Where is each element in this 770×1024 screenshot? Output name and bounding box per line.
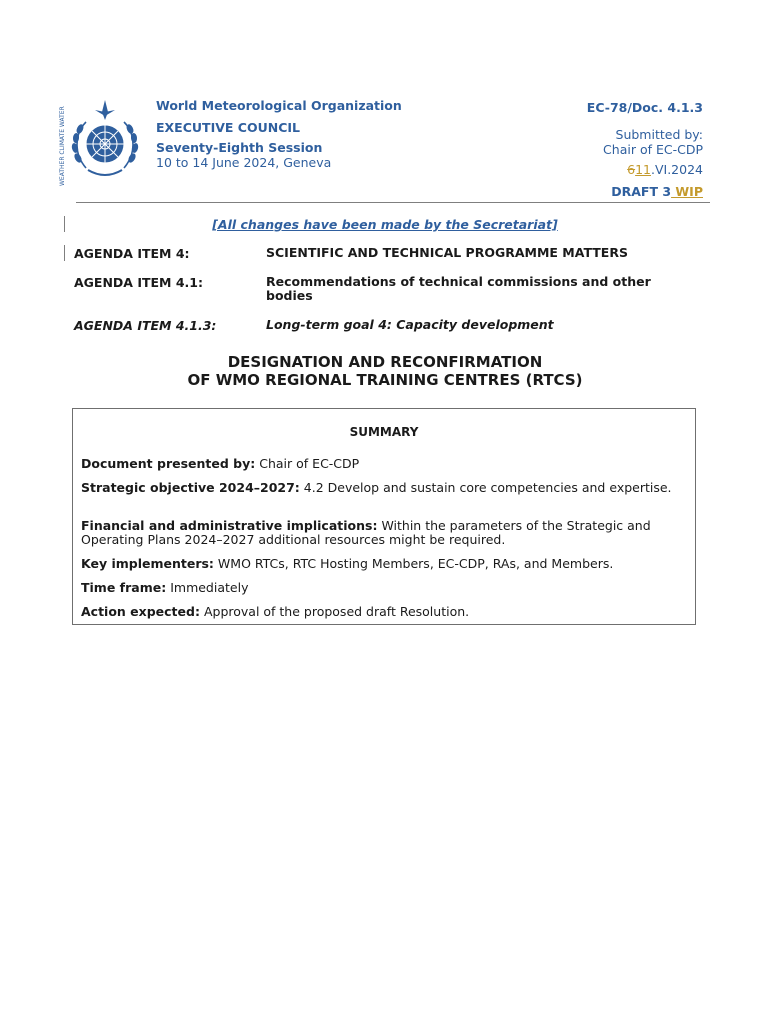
submitted-by-label: Submitted by: bbox=[615, 127, 703, 142]
council-name: EXECUTIVE COUNCIL bbox=[156, 119, 300, 135]
submitted-by: Chair of EC-CDP bbox=[603, 142, 703, 157]
agenda-item-label: AGENDA ITEM 4.1.3: bbox=[74, 318, 217, 333]
summary-heading: SUMMARY bbox=[349, 425, 419, 439]
summary-row-text: Approval of the proposed draft Resolution. bbox=[203, 604, 470, 619]
summary-row-text: Immediately bbox=[170, 580, 249, 595]
change-bar bbox=[64, 245, 65, 261]
date-deleted-text: 6 bbox=[627, 162, 636, 177]
summary-row-label: Strategic objective 2024–2027: bbox=[81, 480, 300, 495]
summary-row-label: Document presented by: bbox=[81, 456, 256, 471]
document-date bbox=[587, 162, 703, 177]
document-title-line: OF WMO REGIONAL TRAINING CENTRES (RTCS) bbox=[187, 371, 583, 389]
agenda-item-label: AGENDA ITEM 4: bbox=[74, 246, 190, 261]
session-name: Seventy-Eighth Session bbox=[156, 140, 323, 155]
document-reference-block bbox=[587, 100, 703, 199]
summary-row bbox=[81, 581, 685, 595]
date-rest: .VI.2024 bbox=[651, 162, 703, 177]
organization-name: World Meteorological Organization bbox=[156, 98, 402, 113]
summary-row bbox=[81, 557, 685, 571]
date-inserted-text: 11 bbox=[635, 162, 651, 177]
summary-row-text: Within the parameters of the Strategic and Operating Plans 2024–2027 additional resources might be required. bbox=[81, 518, 651, 547]
document-title-line: DESIGNATION AND RECONFIRMATION bbox=[227, 353, 543, 371]
summary-row bbox=[81, 605, 685, 619]
agenda-item-label: AGENDA ITEM 4.1: bbox=[74, 275, 203, 290]
summary-row bbox=[81, 519, 685, 547]
summary-row-text: 4.2 Develop and sustain core competencies and expertise. bbox=[303, 480, 672, 495]
document-reference: EC-78/Doc. 4.1.3 bbox=[586, 100, 703, 115]
agenda-item-text: SCIENTIFIC AND TECHNICAL PROGRAMME MATTERS bbox=[266, 245, 628, 260]
document-title bbox=[0, 353, 770, 389]
summary-row-label: Time frame: bbox=[81, 580, 167, 595]
summary-row bbox=[81, 481, 685, 495]
header-divider bbox=[76, 202, 710, 203]
summary-row-text: WMO RTCs, RTC Hosting Members, EC-CDP, RAs, and Members. bbox=[217, 556, 614, 571]
summary-row-label: Financial and administrative implications: bbox=[81, 518, 378, 533]
summary-box bbox=[72, 408, 696, 625]
draft-number: DRAFT 3 bbox=[611, 184, 672, 199]
organization-block bbox=[156, 100, 402, 169]
summary-row-label: Action expected: bbox=[81, 604, 200, 619]
logo-side-text: WEATHER CLIMATE WATER bbox=[59, 106, 66, 186]
summary-row-label: Key implementers: bbox=[81, 556, 214, 571]
agenda-item-text: Long-term goal 4: Capacity development bbox=[266, 317, 554, 332]
draft-inserted-text: WIP bbox=[671, 184, 703, 199]
draft-label bbox=[587, 184, 703, 199]
wmo-logo bbox=[58, 98, 140, 194]
agenda-item-text: Recommendations of technical commissions and other bodies bbox=[266, 274, 651, 303]
summary-row bbox=[81, 457, 685, 471]
changes-note: [All changes have been made by the Secretariat] bbox=[212, 217, 558, 232]
session-dates: 10 to 14 June 2024, Geneva bbox=[156, 154, 332, 170]
summary-row-text: Chair of EC-CDP bbox=[259, 456, 360, 471]
